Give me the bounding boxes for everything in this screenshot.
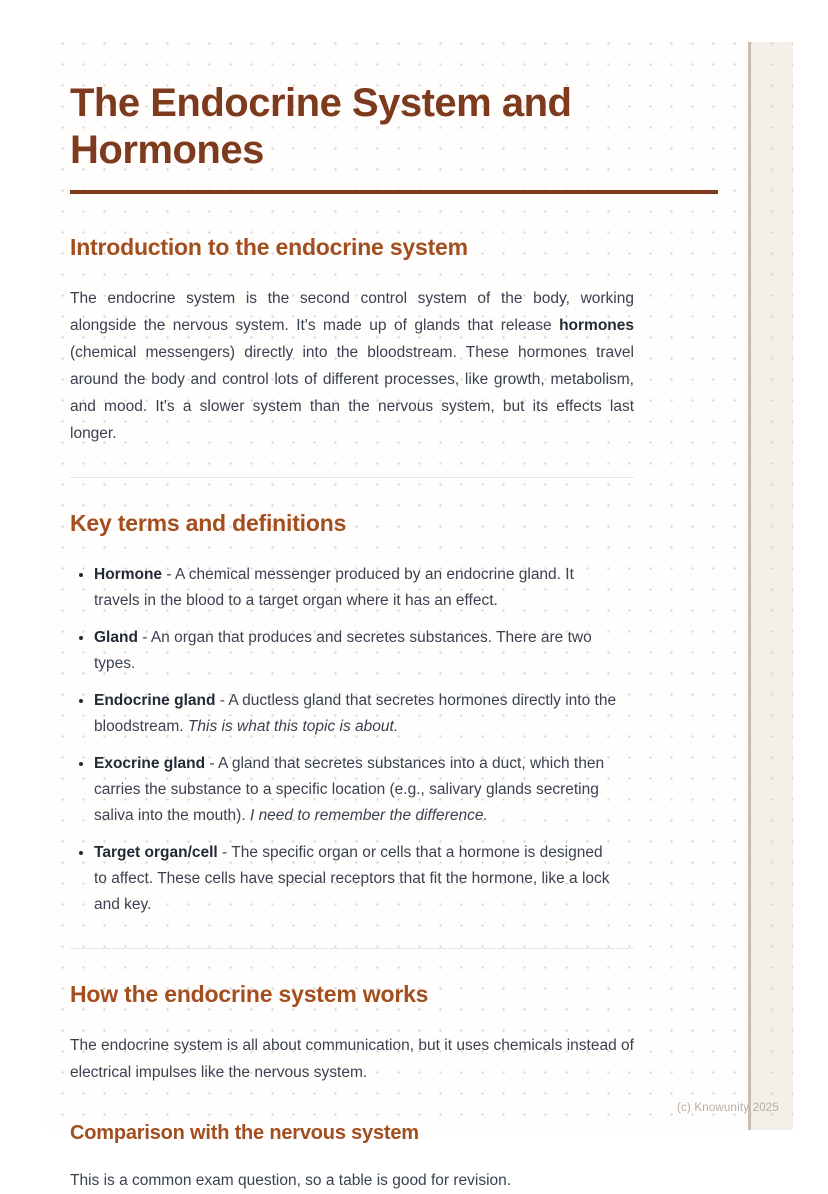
copyright-watermark: (c) Knowunity 2025 — [676, 1102, 779, 1114]
how-it-works-paragraph: The endocrine system is all about communication, but it uses chemicals instead of electrical impulses like the nervous system. — [70, 1037, 634, 1082]
page-title: The Endocrine System and Hormones — [70, 81, 572, 173]
section-heading-introduction: Introduction to the endocrine system — [70, 234, 468, 261]
introduction-paragraph: The endocrine system is the second control system of the body, working alongside the nervous system. It's made up of glands that release hormones (chemical messengers) directly into the bloodstream. These hormones travel around the body and control lots of different processes, like growth, metabolism, and mood. It's a slower system than the nervous system, but its effects last longer. — [70, 290, 634, 443]
key-term-list-item: • Endocrine gland - A ductless gland that secretes hormones directly into the bloodstream. This is what this topic is about. — [94, 687, 618, 740]
key-term-list-item: • Target organ/cell - The specific organ or cells that a hormone is designed to affect. These cells have special receptors that fit the hormone, like a lock and key. — [94, 839, 618, 918]
section-heading-how-it-works: How the endocrine system works — [70, 981, 429, 1008]
key-term-list-item: • Exocrine gland - A gland that secretes substances into a duct, which then carries the substance to a specific location (e.g., salivary glands secreting saliva into the mouth). I need to remember the difference. — [94, 750, 618, 829]
section-divider — [70, 948, 634, 949]
key-term-list-item: • Gland - An organ that produces and secretes substances. There are two types. — [94, 624, 618, 677]
key-term-list-item: • Hormone - A chemical messenger produced by an endocrine gland. It travels in the blood to a target organ where it has an effect. — [94, 561, 618, 614]
notes-page — [42, 42, 793, 1190]
title-underline-rule — [70, 190, 718, 194]
key-terms-list — [70, 561, 618, 918]
comparison-paragraph: This is a common exam question, so a table is good for revision. — [70, 1172, 512, 1190]
page-spine-stripe — [748, 42, 793, 1130]
section-heading-key-terms: Key terms and definitions — [70, 510, 347, 537]
subheading-comparison-nervous-system: Comparison with the nervous system — [70, 1122, 419, 1145]
page-content — [70, 80, 718, 1194]
section-divider — [70, 477, 634, 478]
